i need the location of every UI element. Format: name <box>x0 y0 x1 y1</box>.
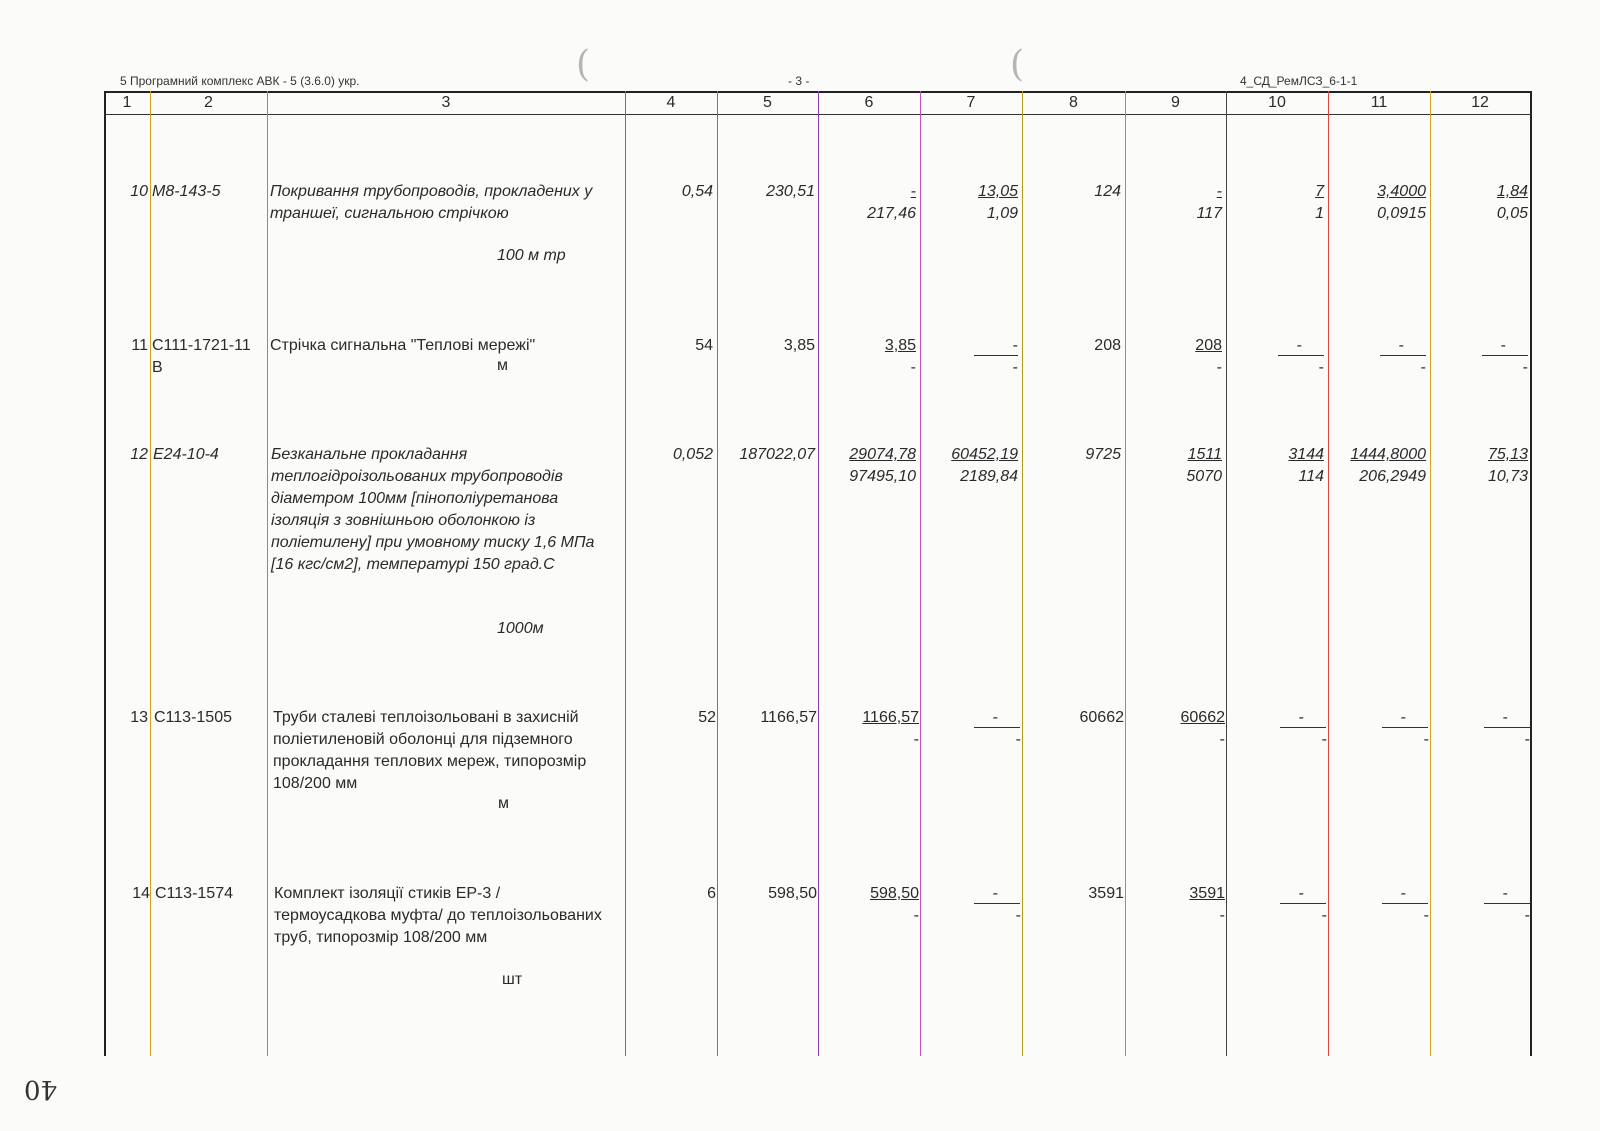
table-row <box>0 444 1600 644</box>
labor-denominator: - <box>1524 907 1530 924</box>
column-number: 1 <box>122 94 132 111</box>
row-number: 14 <box>132 885 150 902</box>
row-number: 10 <box>130 183 148 200</box>
cost-denominator: - <box>1012 359 1018 376</box>
cost-denominator: - <box>1321 731 1327 748</box>
item-code: С113-1505 <box>154 709 232 726</box>
table-row <box>0 883 1600 993</box>
cost-denominator: - <box>913 731 919 748</box>
column-number: 6 <box>864 94 874 111</box>
cost-numerator: 13,05 <box>977 183 1018 200</box>
labor-denominator: 0,05 <box>1496 205 1528 222</box>
item-description: Стрічка сигнальна "Теплові мережі" <box>270 337 536 354</box>
fraction-rule <box>974 903 1020 904</box>
cost-numerator: - <box>1012 337 1018 354</box>
table-row <box>0 707 1600 817</box>
cost-denominator: 1,09 <box>986 205 1018 222</box>
cost-numerator: - <box>1296 337 1302 354</box>
cost-numerator: - <box>992 885 998 902</box>
column-number: 7 <box>966 94 976 111</box>
cost-numerator: 1166,57 <box>862 709 919 726</box>
unit-cost: 1166,57 <box>760 709 817 726</box>
fraction-rule <box>1280 727 1326 728</box>
cost-denominator: 2189,84 <box>960 468 1018 485</box>
cost-denominator: 114 <box>1298 468 1324 485</box>
table-row <box>0 181 1600 281</box>
cost-denominator: - <box>1015 731 1021 748</box>
column-number: 9 <box>1171 94 1180 111</box>
cost-numerator: 208 <box>1195 337 1222 354</box>
cost-denominator: - <box>1318 359 1324 376</box>
cost-numerator: 60452,19 <box>951 446 1018 463</box>
item-code: С111-1721-11В <box>152 337 251 376</box>
cost-denominator: 117 <box>1196 205 1222 222</box>
unit-cost: 187022,07 <box>739 446 815 463</box>
item-description: Комплект ізоляції стиків ЕР-3 /термоусадкова муфта/ до теплоізольованих труб, типорозмір 108/200 мм <box>274 885 602 946</box>
labor-numerator: - <box>1500 337 1506 354</box>
column-number: 12 <box>1471 94 1489 111</box>
row-number: 13 <box>130 709 148 726</box>
total-cost: 9725 <box>1085 446 1121 463</box>
item-description: Труби сталеві теплоізольовані в захисній поліетиленовій оболонці для підземного прокладання теплових мереж, типорозмір 108/200 мм <box>273 709 587 792</box>
scan-mark: ( <box>1010 44 1025 85</box>
fraction-rule <box>1278 355 1324 356</box>
total-cost: 208 <box>1094 337 1121 354</box>
cost-numerator: 60662 <box>1180 709 1225 726</box>
scan-mark: ( <box>576 44 591 85</box>
cost-denominator: - <box>913 907 919 924</box>
labor-denominator: - <box>1420 359 1426 376</box>
cost-denominator: 5070 <box>1186 468 1222 485</box>
handwritten-sheet-number: 40 <box>24 1074 58 1104</box>
fraction-rule <box>974 727 1020 728</box>
fraction-rule <box>1280 903 1326 904</box>
quantity: 52 <box>698 709 716 726</box>
cost-denominator: 97495,10 <box>849 468 916 485</box>
item-unit: 1000м <box>497 620 544 637</box>
unit-cost: 3,85 <box>783 337 815 354</box>
total-cost: 124 <box>1094 183 1121 200</box>
quantity: 0,54 <box>681 183 713 200</box>
column-number: 10 <box>1268 94 1286 111</box>
labor-denominator: 10,73 <box>1487 468 1528 485</box>
cost-numerator: - <box>1298 885 1304 902</box>
labor-numerator: - <box>1400 709 1406 726</box>
row-number: 12 <box>130 446 148 463</box>
cost-numerator: 3144 <box>1288 446 1324 463</box>
cost-numerator: - <box>1298 709 1304 726</box>
labor-denominator: - <box>1524 731 1530 748</box>
quantity: 0,052 <box>672 446 713 463</box>
labor-numerator: 1,84 <box>1496 183 1528 200</box>
cost-numerator: 1511 <box>1187 446 1222 463</box>
cost-numerator: 3591 <box>1189 885 1225 902</box>
column-number: 11 <box>1370 94 1388 111</box>
cost-denominator: - <box>1015 907 1021 924</box>
fraction-rule <box>1482 355 1528 356</box>
labor-numerator: 3,4000 <box>1377 183 1426 200</box>
item-description: Безканальне прокладання теплогідроізольованих трубопроводів діаметром 100мм [пінополіуретанова ізоляція з зовнішньою оболонкою із поліетилену] при умовному тиску 1,6 МПа [16 кгс/см2], температурі 150 град.С <box>271 446 595 573</box>
cost-numerator: - <box>992 709 998 726</box>
labor-denominator: - <box>1423 731 1429 748</box>
labor-denominator: 206,2949 <box>1359 468 1426 485</box>
cost-numerator: - <box>910 183 916 200</box>
labor-numerator: - <box>1400 885 1406 902</box>
item-unit: 100 м тр <box>497 247 566 264</box>
table-row <box>0 335 1600 395</box>
labor-numerator: - <box>1502 709 1508 726</box>
column-number: 5 <box>763 94 772 111</box>
cost-numerator: - <box>1216 183 1222 200</box>
labor-denominator: - <box>1423 907 1429 924</box>
labor-denominator: 0,0915 <box>1377 205 1426 222</box>
fraction-rule <box>1382 903 1428 904</box>
labor-numerator: 1444,8000 <box>1350 446 1426 463</box>
item-unit: м <box>498 795 509 812</box>
fraction-rule <box>1484 903 1530 904</box>
column-number: 3 <box>441 94 451 111</box>
fraction-rule <box>1382 727 1428 728</box>
total-cost: 60662 <box>1079 709 1124 726</box>
row-number: 11 <box>131 337 148 354</box>
unit-cost: 598,50 <box>768 885 817 902</box>
column-number: 8 <box>1069 94 1078 111</box>
document-code: 4_СД_РемЛСЗ_6-1-1 <box>1240 74 1358 88</box>
cost-numerator: 598,50 <box>870 885 919 902</box>
cost-denominator: - <box>910 359 916 376</box>
header-left: 5 Програмний комплекс АВК - 5 (3.6.0) укр. <box>120 74 360 88</box>
cost-denominator: - <box>1321 907 1327 924</box>
column-number: 2 <box>204 94 213 111</box>
total-cost: 3591 <box>1088 885 1124 902</box>
cost-numerator: 7 <box>1315 183 1324 200</box>
cost-denominator: - <box>1219 731 1225 748</box>
page-number: - 3 - <box>788 74 810 88</box>
item-unit: м <box>497 357 508 374</box>
column-number: 4 <box>666 94 676 111</box>
labor-numerator: - <box>1502 885 1508 902</box>
cost-denominator: - <box>1219 907 1225 924</box>
fraction-rule <box>1484 727 1530 728</box>
cost-numerator: 29074,78 <box>849 446 916 463</box>
quantity: 54 <box>695 337 713 354</box>
unit-cost: 230,51 <box>766 183 815 200</box>
cost-denominator: - <box>1216 359 1222 376</box>
item-code: С113-1574 <box>155 885 233 902</box>
labor-numerator: - <box>1398 337 1404 354</box>
item-description: Покривання трубопроводів, прокладених у траншеї, сигнальною стрічкою <box>270 183 593 222</box>
cost-numerator: 3,85 <box>884 337 916 354</box>
fraction-rule <box>974 355 1018 356</box>
item-code: Е24-10-4 <box>153 446 219 463</box>
item-unit: шт <box>502 971 523 988</box>
item-code: М8-143-5 <box>152 183 221 200</box>
fraction-rule <box>1380 355 1426 356</box>
cost-denominator: 1 <box>1315 205 1324 222</box>
labor-denominator: - <box>1522 359 1528 376</box>
quantity: 6 <box>707 885 716 902</box>
labor-numerator: 75,13 <box>1487 446 1528 463</box>
cost-denominator: 217,46 <box>867 205 916 222</box>
